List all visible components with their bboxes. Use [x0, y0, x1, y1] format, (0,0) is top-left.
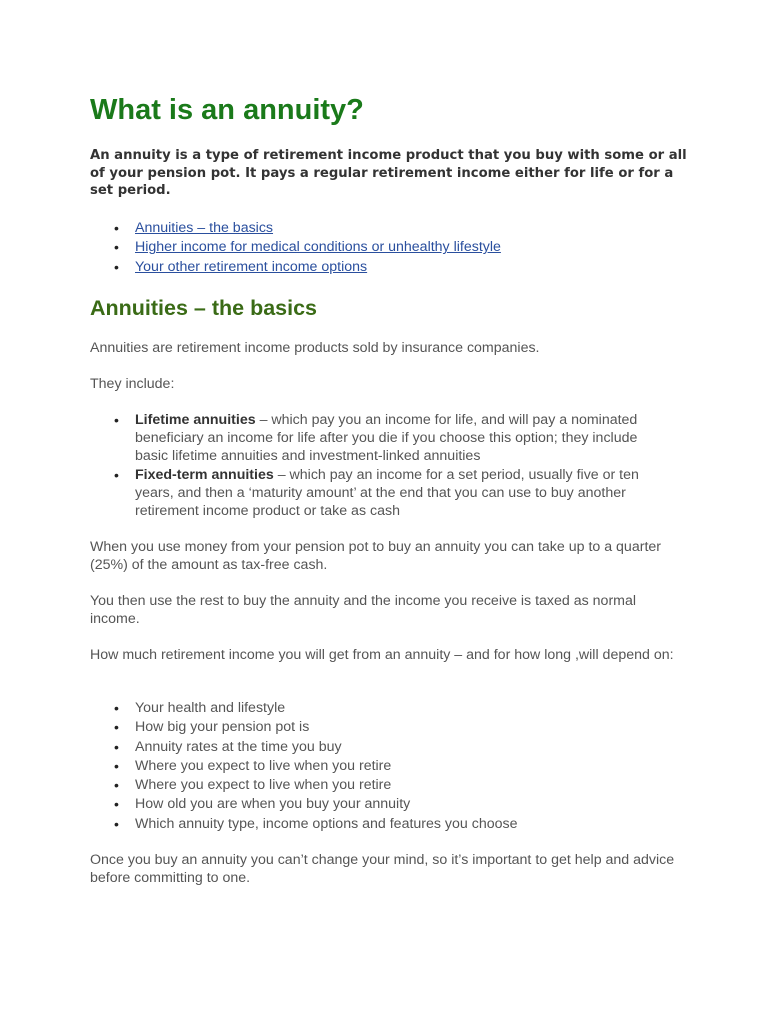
- bullet-icon: •: [114, 796, 119, 813]
- paragraph-include: They include:: [90, 376, 175, 392]
- paragraph-sold: Annuities are retirement income products sold by insurance companies.: [90, 340, 540, 356]
- bullet-icon: •: [114, 258, 119, 275]
- bullet-icon: •: [114, 777, 119, 794]
- list-item-description: – which pay an income for a set period, usually five or ten years, and then a ‘maturity amount’ at the end that you can use to buy another retirement income product or take as cash: [135, 466, 639, 520]
- bullet-icon: •: [114, 466, 119, 483]
- bullet-icon: •: [114, 815, 119, 832]
- list-item: [90, 411, 690, 466]
- list-item: [90, 776, 690, 795]
- list-item: [90, 757, 690, 776]
- toc-link-higher-income[interactable]: Higher income for medical conditions or unhealthy lifestyle: [135, 239, 501, 256]
- intro-paragraph: An annuity is a type of retirement income product that you buy with some or all of your pension pot. It pays a regular retirement income either for life or for a set period.: [90, 148, 687, 199]
- bullet-icon: •: [114, 757, 119, 774]
- section-heading: Annuities – the basics: [90, 296, 318, 320]
- list-item: [90, 466, 690, 521]
- list-item-term: Fixed-term annuities: [135, 466, 274, 483]
- toc-item: [90, 219, 690, 238]
- bullet-icon: •: [114, 220, 119, 236]
- list-item: [90, 815, 690, 834]
- list-item: [90, 738, 690, 757]
- bullet-icon: •: [114, 719, 119, 736]
- bullet-icon: •: [114, 700, 119, 716]
- list-item-text: Which annuity type, income options and features you choose: [135, 815, 518, 832]
- page-title: What is an annuity?: [90, 94, 364, 126]
- toc-item: [90, 238, 690, 257]
- toc-item: [90, 258, 690, 277]
- list-item-text: How old you are when you buy your annuity: [135, 796, 411, 813]
- paragraph-rest: You then use the rest to buy the annuity and the income you receive is taxed as normal income.: [90, 593, 637, 628]
- list-item-description: – which pay you an income for life, and will pay a nominated beneficiary an income for life after you die if you choose this option; they include basic lifetime annuities and investment-linked annuities: [135, 412, 638, 465]
- bullet-icon: •: [114, 239, 119, 256]
- annuity-types-list: [90, 411, 690, 520]
- list-item-text: How big your pension pot is: [135, 719, 310, 736]
- paragraph-tax-free: When you use money from your pension pot to buy an annuity you can take up to a quarter (25%) of the amount as tax-free cash.: [90, 539, 661, 574]
- list-item-term: Lifetime annuities: [135, 412, 256, 428]
- list-item-text: Annuity rates at the time you buy: [135, 738, 342, 755]
- list-item: [90, 699, 690, 718]
- list-item-text: Where you expect to live when you retire: [135, 757, 392, 774]
- list-item-text: Your health and lifestyle: [135, 700, 286, 716]
- list-item-text: Where you expect to live when you retire: [135, 777, 392, 794]
- list-item: [90, 795, 690, 814]
- bullet-icon: •: [114, 412, 119, 428]
- bullet-icon: •: [114, 738, 119, 755]
- toc-link-annuities-basics[interactable]: Annuities – the basics: [135, 220, 274, 236]
- paragraph-how-much: How much retirement income you will get from an annuity – and for how long ,will depend on:: [90, 647, 674, 663]
- table-of-contents: [90, 219, 690, 277]
- factors-list: [90, 699, 690, 834]
- toc-link-other-options[interactable]: Your other retirement income options: [135, 258, 368, 275]
- list-item: [90, 718, 690, 737]
- paragraph-once: Once you buy an annuity you can’t change your mind, so it’s important to get help and advice before committing to one.: [90, 852, 675, 887]
